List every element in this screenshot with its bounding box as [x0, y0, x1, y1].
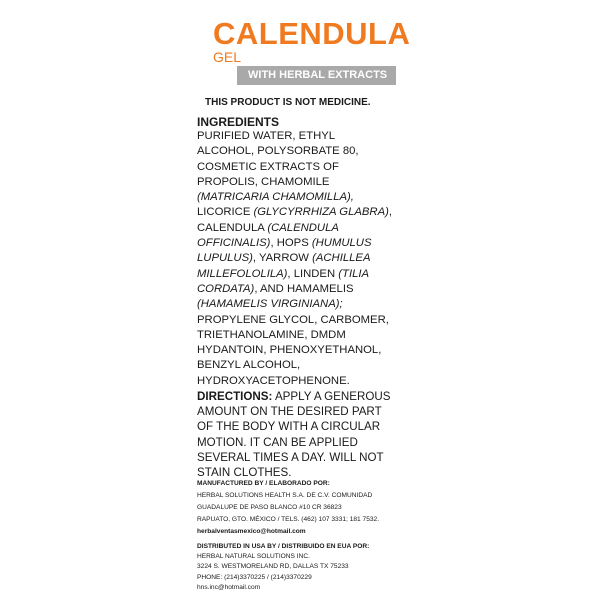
ingredient-text: HYDROXYACETOPHENONE.: [197, 374, 350, 387]
ingredient-line: [197, 236, 407, 251]
distributor-block: [197, 542, 409, 593]
ingredient-text: BENZYL ALCOHOL,: [197, 359, 301, 372]
ingredient-text: LICORICE: [197, 206, 254, 219]
ingredient-text: ,: [388, 206, 393, 219]
ingredient-text: CALENDULA: [197, 221, 268, 234]
ingredient-text: , AND HAMAMELIS: [254, 282, 354, 295]
ingredient-latin-name: MILLEFOLOLILA): [197, 267, 288, 280]
ingredient-line: [197, 313, 407, 328]
ingredients-heading: INGREDIENTS: [197, 115, 280, 129]
ingredient-text: PURIFIED WATER, ETHYL: [197, 130, 336, 142]
distributor-email: hns.inc@hotmail.com: [197, 583, 261, 591]
ingredient-latin-name: LUPULUS): [197, 252, 253, 265]
ingredient-line: [197, 343, 407, 358]
product-label: [193, 0, 411, 600]
ingredient-latin-name: OFFICINALIS): [197, 237, 271, 250]
ingredient-text: HYDANTOIN, PHENOXYETHANOL,: [197, 344, 382, 357]
ingredient-line: [197, 129, 407, 144]
directions-line: STAIN CLOTHES.: [197, 466, 292, 480]
ingredients-list: [197, 129, 407, 389]
manufacturer-line: HERBAL SOLUTIONS HEALTH S.A. DE C.V. COMUNIDAD: [197, 492, 373, 499]
ingredient-line: [197, 267, 407, 282]
ingredient-latin-name: (MATRICARIA CHAMOMILLA),: [197, 191, 354, 204]
ingredient-line: [197, 221, 407, 236]
ingredient-text: , YARROW: [252, 252, 313, 265]
ingredient-line: [197, 144, 407, 159]
manufacturer-email: herbalventasmexico@hotmail.com: [197, 528, 306, 535]
ingredient-text: ALCOHOL, POLYSORBATE 80,: [197, 145, 359, 158]
ingredient-line: [197, 175, 407, 190]
directions-block: [197, 389, 407, 480]
directions-line: OF THE BODY WITH A CIRCULAR: [197, 420, 381, 434]
ingredient-line: [197, 190, 407, 205]
ingredient-line: [197, 358, 407, 373]
distributor-line: HERBAL NATURAL SOLUTIONS INC.: [197, 553, 310, 561]
directions-heading: DIRECTIONS:: [197, 390, 273, 403]
manufacturer-block: [197, 478, 409, 538]
ingredient-text: COSMETIC EXTRACTS OF: [197, 160, 339, 173]
distributor-heading: DISTRIBUTED IN USA BY / DISTRIBUIDO EN EUA POR:: [197, 543, 370, 550]
ingredient-line: [197, 328, 407, 343]
ingredient-latin-name: (HAMAMELIS VIRGINIANA);: [197, 298, 343, 311]
ingredient-latin-name: CORDATA): [197, 282, 255, 295]
product-subtitle: GEL: [213, 49, 242, 65]
ingredient-latin-name: (ACHILLEA: [312, 252, 371, 265]
directions-first-line: [197, 389, 407, 404]
directions-line: MOTION. IT CAN BE APPLIED: [197, 435, 358, 449]
directions-line: SEVERAL TIMES A DAY. WILL NOT: [197, 450, 384, 464]
ingredient-latin-name: (HUMULUS: [311, 237, 372, 250]
manufacturer-line: RAPUATO, GTO. MÉXICO / TELS. (462) 107 3331; 181 7532.: [197, 516, 380, 523]
ingredient-line: [197, 282, 407, 297]
ingredient-latin-name: (GLYCYRRHIZA GLABRA): [253, 206, 389, 219]
ingredient-latin-name: (TILIA: [338, 267, 370, 280]
ingredient-line: [197, 374, 407, 389]
ingredient-line: [197, 160, 407, 175]
ingredient-text: PROPOLIS, CHAMOMILE: [197, 175, 330, 188]
ingredient-line: [197, 251, 407, 266]
product-title: CALENDULA: [213, 16, 411, 51]
ingredient-line: [197, 205, 407, 220]
not-medicine-notice: THIS PRODUCT IS NOT MEDICINE.: [205, 97, 371, 108]
manufacturer-line: GUADALUPE DE PASO BLANCO #10 CR 36823: [197, 504, 342, 511]
ingredient-text: TRIETHANOLAMINE, DMDM: [197, 328, 346, 341]
ingredient-text: , HOPS: [270, 237, 312, 250]
ingredient-latin-name: (CALENDULA: [267, 221, 339, 234]
directions-line: AMOUNT ON THE DESIRED PART: [197, 405, 382, 419]
ingredient-line: [197, 297, 407, 312]
ingredient-text: , LINDEN: [287, 267, 339, 280]
ingredient-text: PROPYLENE GLYCOL, CARBOMER,: [197, 313, 389, 326]
distributor-line: PHONE: (214)3370225 / (214)3370229: [197, 573, 312, 581]
distributor-line: 3224 S. WESTMORELAND RD, DALLAS TX 75233: [197, 563, 349, 571]
manufacturer-heading: MANUFACTURED BY / ELABORADO POR:: [197, 480, 330, 487]
tagline-banner: WITH HERBAL EXTRACTS: [237, 66, 396, 85]
directions-first-text: APPLY A GENEROUS: [272, 390, 391, 403]
